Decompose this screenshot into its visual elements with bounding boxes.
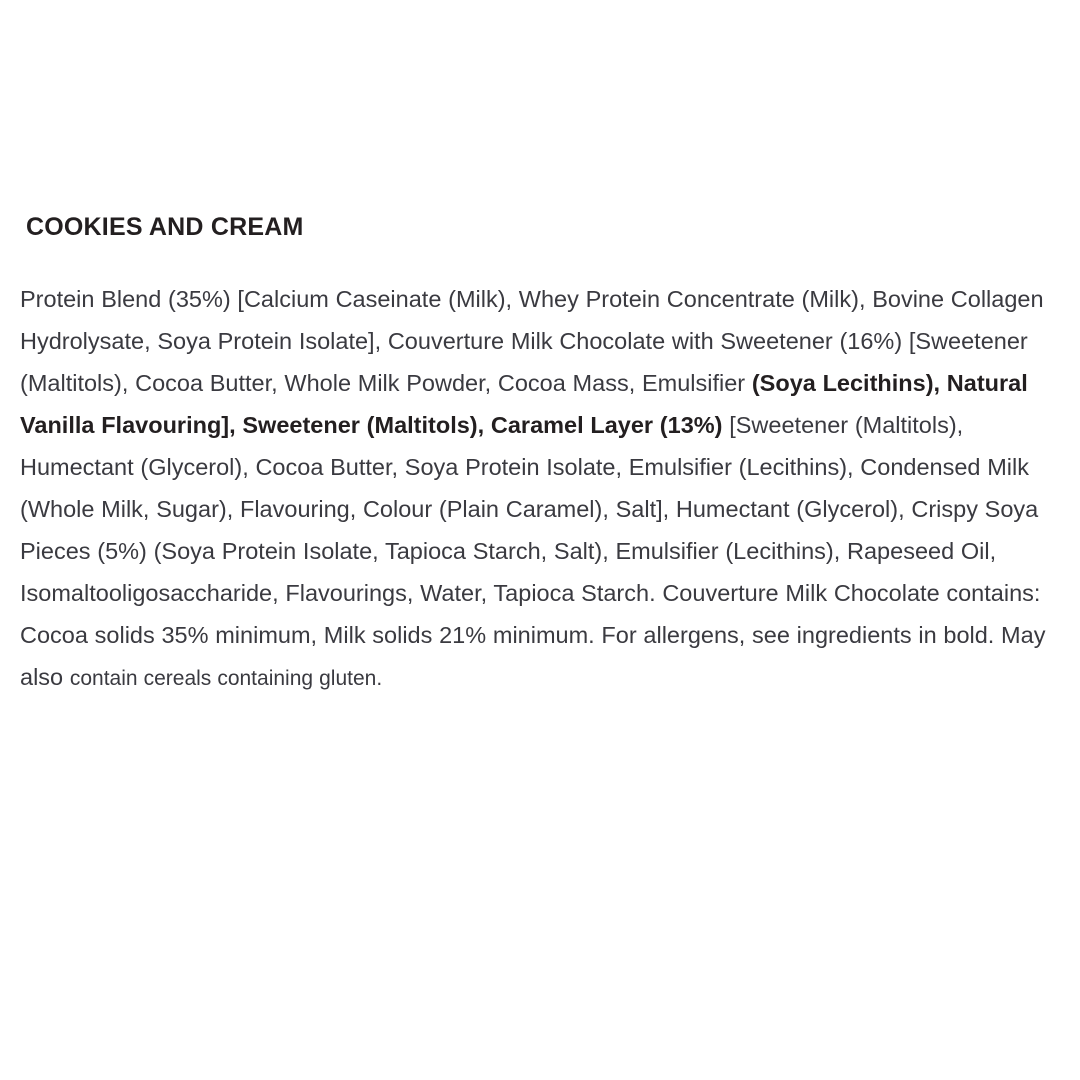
ingredients-text-part-2: [Sweetener (Maltitols), Humectant (Glycerol), Cocoa Butter, Soya Protein Isolate, Emulsifier (Lecithins), Condensed Milk (Whole Milk, Sugar), Flavouring, Colour (Plain Caramel), Salt], Humectant (Glycerol), Crispy Soya Pieces (5%) (Soya Protein Isolate, Tapioca Starch, Salt), Emulsifier (Lecithins), Rapeseed Oil, Isomaltooligosaccharide, Flavourings, Water, Tapioca Starch. Couverture Milk Chocolate contains: Cocoa solids 35% minimum, Milk solids 21% minimum. For allergens, see ingredients in bold. May also (20, 412, 1046, 690)
ingredients-allergen-bold: (Soya Lecithins), Natural Vanilla Flavouring], Sweetener (Maltitols), Caramel Layer (13%) (20, 370, 1028, 438)
ingredients-panel (20, 212, 1068, 700)
ingredients-text-part-3: contain cereals containing gluten. (69, 667, 383, 690)
ingredients-paragraph (20, 278, 1068, 700)
ingredients-text-part-1: Protein Blend (35%) [Calcium Caseinate (Milk), Whey Protein Concentrate (Milk), Bovine Collagen Hydrolysate, Soya Protein Isolate], Couverture Milk Chocolate with Sweetener (16%) [Sweetener (Maltitols), Cocoa Butter, Whole Milk Powder, Cocoa Mass, Emulsifier (20, 286, 1044, 396)
page-title: COOKIES AND CREAM (26, 213, 304, 241)
